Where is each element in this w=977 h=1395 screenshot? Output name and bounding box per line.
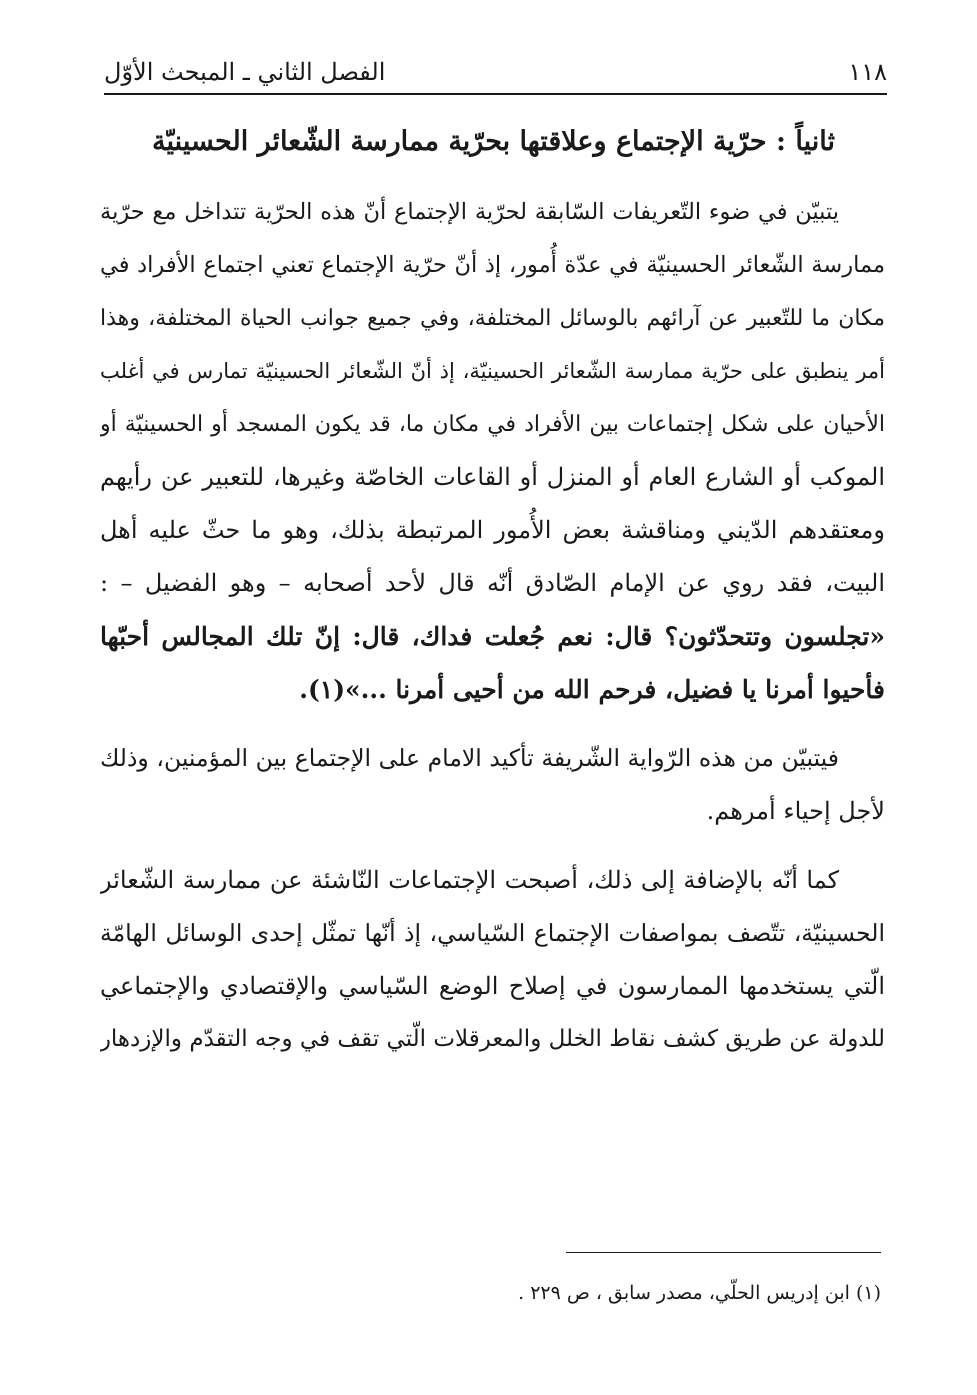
paragraph-gap — [100, 716, 885, 732]
text-line: يتبيّن في ضوء التّعريفات السّابقة لحرّية الإجتماع أنّ هذه الحرّية تتداخل مع حرّية — [100, 199, 839, 225]
footnote: (١) ابن إدريس الحلّي، مصدر سابق ، ص ٢٢٩ . — [518, 1282, 881, 1304]
text-line: للدولة عن طريق كشف نقاط الخلل والمعرقلات الّتي تقف في وجه التقدّم والإزدهار — [100, 1026, 885, 1052]
quote-line: «تجلسون وتتحدّثون؟ قال: نعم جُعلت فداك، قال: إنّ تلك المجالس أحبّها — [100, 622, 885, 651]
text-line: لأجل إحياء أمرهم. — [706, 797, 885, 825]
footnote-rule — [566, 1252, 881, 1253]
text-line: ممارسة الشّعائر الحسينيّة في عدّة أُمور، إذ أنّ حرّية الإجتماع تعني اجتماع الأفراد في — [100, 252, 885, 278]
quote-line: فأحيوا أمرنا يا فضيل، فرحم الله من أحيى أمرنا ...»(١). — [299, 675, 885, 704]
text-line: كما أنّه بالإضافة إلى ذلك، أصبحت الإجتماعات النّاشئة عن ممارسة الشّعائر — [100, 866, 839, 894]
page-header — [104, 52, 887, 92]
text-line: الّتي يستخدمها الممارسون في إصلاح الوضع السّياسي والإقتصادي والإجتماعي — [100, 972, 885, 1000]
text-line: الحسينيّة، تتّصف بمواصفات الإجتماع السّياسي، إذ أنّها تمثّل إحدى الوسائل الهامّة — [100, 919, 885, 947]
section-heading: ثانياً : حرّية الإجتماع وعلاقتها بحرّية ممارسة الشّعائر الحسينيّة — [152, 126, 835, 157]
text-line: الموكب أو الشارع العام أو المنزل أو القاعات الخاصّة وغيرها، للتعبير عن رأيهم — [100, 463, 885, 491]
page-number: ١١٨ — [848, 58, 887, 86]
text-line: فيتبيّن من هذه الرّواية الشّريفة تأكيد الامام على الإجتماع بين المؤمنين، وذلك — [100, 744, 839, 772]
text-line: البيت، فقد روي عن الإمام الصّادق أنّه قال لأحد أصحابه – وهو الفضيل – : — [100, 569, 885, 597]
paragraph-gap — [100, 838, 885, 854]
body-text — [100, 186, 885, 1066]
text-line: أمر ينطبق على حرّية ممارسة الشّعائر الحسينيّة، إذ أنّ الشّعائر الحسينيّة تمارس في أغلب — [100, 359, 885, 383]
text-line: مكان ما للتّعبير عن آرائهم بالوسائل المختلفة، وفي جميع جوانب الحياة المختلفة، وهذا — [100, 306, 885, 331]
header-rule — [104, 93, 887, 95]
text-line: ومعتقدهم الدّيني ومناقشة بعض الأُمور المرتبطة بذلك، وهو ما حثّ عليه أهل — [100, 516, 885, 544]
chapter-title: الفصل الثاني ـ المبحث الأوّل — [104, 58, 386, 86]
text-line: الأحيان على شكل إجتماعات بين الأفراد في مكان ما، قد يكون المسجد أو الحسينيّة أو — [100, 412, 885, 437]
